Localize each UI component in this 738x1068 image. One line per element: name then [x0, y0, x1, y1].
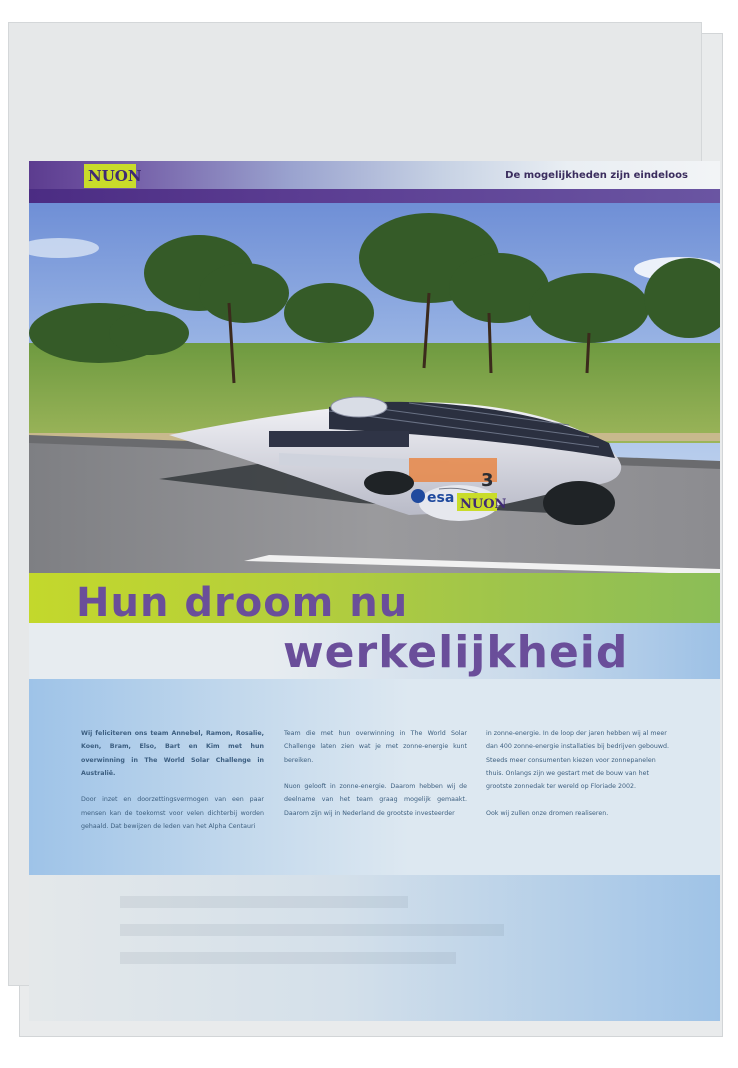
column-2-paragraph-1: Team die met hun overwinning in The World Solar Challenge laten zien wat je met zonne-energie kunt bereiken.: [284, 730, 467, 764]
car-label-nuon: NUON: [460, 497, 507, 512]
column-1-intro: Wij feliciteren ons team Annebel, Ramon, Rosalie, Koen, Bram, Elso, Bart en Kim met hun overwinning in The World Solar Challenge in Australië.: [81, 730, 264, 777]
headline-line-1: Hun droom nu: [76, 580, 409, 626]
column-2-paragraph-2: Nuon gelooft in zonne-energie. Daarom hebben wij de deelname van het team graag mogelijk gemaakt. Daarom zijn wij in Nederland de grootste investeerder: [284, 783, 467, 817]
column-3-paragraph-2: Ook wij zullen onze dromen realiseren.: [486, 809, 609, 817]
solar-car-photo: [29, 203, 720, 573]
body-column-1: [81, 727, 264, 847]
column-3-paragraph-1: in zonne-energie. In de loop der jaren hebben wij al meer dan 400 zonne-energie installaties bij bedrijven gebouwd. Steeds meer consumenten kiezen voor zonnepanelen thuis. Onlangs zijn we gestart met de bouw van het grootste zonnedak ter wereld op Floriade 2002.: [486, 730, 669, 791]
body-column-3: [486, 727, 669, 833]
headline-line-2: werkelijkheid: [283, 627, 629, 678]
car-label-esa: esa: [427, 490, 455, 506]
brand-tagline: De mogelijkheden zijn eindeloos: [505, 170, 688, 181]
bleed-through-text: [120, 880, 600, 1010]
column-1-paragraph: Door inzet en doorzettingsvermogen van een paar mensen kan de toekomst voor velen dichterbij worden gehaald. Dat bewijzen de leden van het Alpha Centauri: [81, 796, 264, 831]
body-column-2: [284, 727, 467, 833]
brand-logo-text: NUON: [88, 167, 142, 185]
car-number: 3: [481, 470, 494, 491]
header-strip: [29, 189, 720, 203]
